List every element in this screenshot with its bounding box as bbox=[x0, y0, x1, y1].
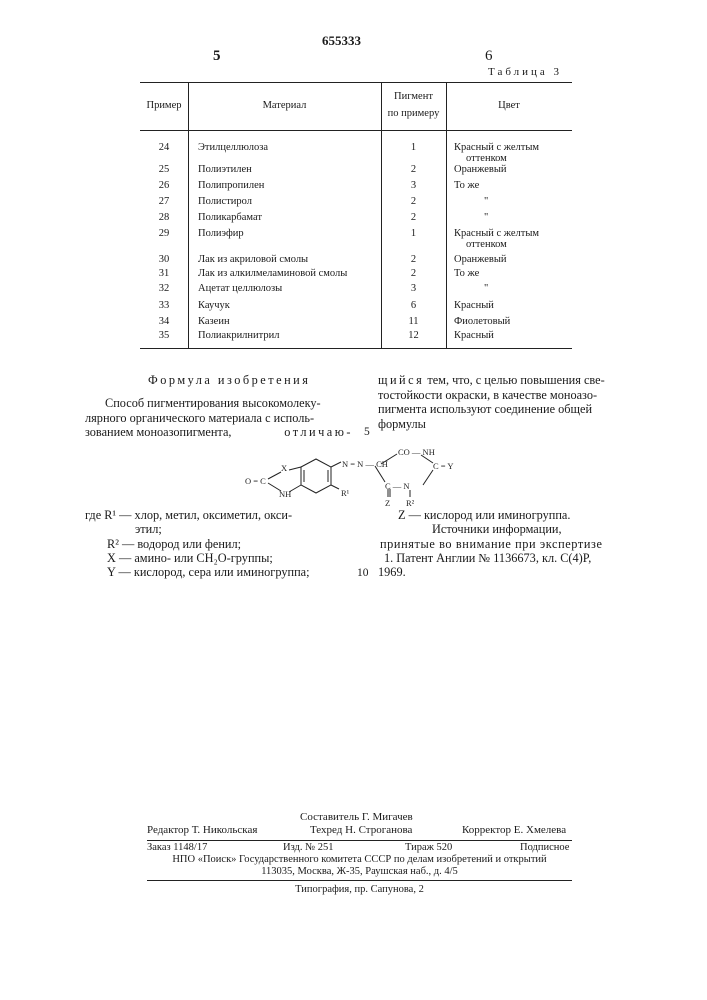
formula-oc: O = C bbox=[245, 476, 266, 486]
example-number: 29 bbox=[140, 228, 188, 239]
claim-spaced: отличаю- bbox=[284, 425, 353, 440]
color-line-2: оттенком bbox=[454, 153, 539, 164]
color bbox=[454, 254, 507, 265]
col-header-material: Материал bbox=[188, 100, 381, 111]
organization: НПО «Поиск» Государственного комитета СССР по делам изобретений и открытий bbox=[147, 854, 572, 865]
claim-line: зованием моноазопигмента, bbox=[85, 425, 231, 440]
col-header-example: Пример bbox=[140, 100, 188, 111]
claim-line: тостойкости окраски, в качестве моноазо- bbox=[378, 388, 622, 403]
patent-page bbox=[0, 0, 707, 1000]
table-row bbox=[140, 330, 572, 344]
example-number: 27 bbox=[140, 196, 188, 207]
definition-x: X — амино- или CH₂O-группы; bbox=[107, 551, 273, 566]
column-number-left: 5 bbox=[213, 48, 221, 65]
formula-cn: C — N bbox=[385, 481, 410, 491]
definition-r1-cont: этил; bbox=[135, 522, 162, 537]
example-number: 26 bbox=[140, 180, 188, 191]
formula-r2: R² bbox=[406, 498, 415, 507]
definition-r2: R² — водород или фенил; bbox=[107, 537, 241, 552]
patent-number: 655333 bbox=[322, 33, 361, 49]
material: Ацетат целлюлозы bbox=[198, 283, 282, 294]
address: 113035, Москва, Ж-35, Раушская наб., д. 4/5 bbox=[147, 866, 572, 877]
claims-heading: Формула изобретения bbox=[148, 373, 310, 388]
pigment-number: 2 bbox=[381, 254, 446, 265]
line-number-10: 10 bbox=[357, 566, 369, 581]
color-line: " bbox=[454, 196, 488, 207]
pigment-number: 2 bbox=[381, 268, 446, 279]
column-number-right: 6 bbox=[485, 48, 493, 65]
color-line: Фиолетовый bbox=[454, 316, 510, 327]
pigment-number: 2 bbox=[381, 164, 446, 175]
claim-line: лярного органического материала с исполь- bbox=[85, 411, 353, 426]
formula-cy: C = Y bbox=[433, 461, 454, 471]
color bbox=[454, 196, 488, 207]
col-header-pigment-line2: по примеру bbox=[388, 108, 440, 119]
formula-z: Z bbox=[385, 498, 390, 507]
claim-line: тем, что, с целью повышения све- bbox=[424, 373, 604, 387]
definition-y: Y — кислород, сера или иминогруппа; bbox=[107, 565, 310, 580]
material: Каучук bbox=[198, 300, 230, 311]
line-number-5: 5 bbox=[364, 425, 370, 440]
example-number: 24 bbox=[140, 142, 188, 153]
material: Полиэтилен bbox=[198, 164, 252, 175]
color-line: Красный bbox=[454, 330, 494, 341]
table-row bbox=[140, 212, 572, 226]
definition-z: Z — кислород или иминогруппа. bbox=[398, 508, 570, 523]
material: Этилцеллюлоза bbox=[198, 142, 268, 153]
example-number: 35 bbox=[140, 330, 188, 341]
material: Полиакрилнитрил bbox=[198, 330, 280, 341]
table-row bbox=[140, 268, 572, 282]
color-line: Красный с желтым bbox=[454, 142, 539, 153]
sources-subtitle: принятые во внимание при экспертизе bbox=[380, 537, 603, 552]
color-line: Красный bbox=[454, 300, 494, 311]
color-line: Оранжевый bbox=[454, 254, 507, 265]
color bbox=[454, 268, 479, 279]
source-1: 1. Патент Англии № 1136673, кл. C(4)P, bbox=[384, 551, 591, 566]
subscription: Подписное bbox=[520, 842, 569, 853]
color bbox=[454, 330, 494, 341]
definition-r1: где R¹ — хлор, метил, оксиметил, окси- bbox=[85, 508, 292, 523]
color-line: Оранжевый bbox=[454, 164, 507, 175]
table-row bbox=[140, 180, 572, 194]
tirazh: Тираж 520 bbox=[405, 842, 452, 853]
example-number: 31 bbox=[140, 268, 188, 279]
formula-r1: R¹ bbox=[341, 488, 350, 498]
color bbox=[454, 228, 539, 250]
material: Лак из акриловой смолы bbox=[198, 254, 308, 265]
pigment-number: 2 bbox=[381, 212, 446, 223]
color-line: То же bbox=[454, 268, 479, 279]
material: Поликарбамат bbox=[198, 212, 262, 223]
pigment-number: 1 bbox=[381, 142, 446, 153]
compiler: Составитель Г. Мигачев bbox=[300, 811, 413, 823]
formula-azo: N = N — CH bbox=[342, 459, 388, 469]
color-line: " bbox=[454, 283, 488, 294]
typography: Типография, пр. Сапунова, 2 bbox=[147, 884, 572, 895]
color-line: " bbox=[454, 212, 488, 223]
pigment-number: 11 bbox=[381, 316, 446, 327]
color bbox=[454, 164, 507, 175]
editor: Редактор Т. Никольская bbox=[147, 824, 257, 836]
pigment-number: 12 bbox=[381, 330, 446, 341]
material: Полиэфир bbox=[198, 228, 244, 239]
claim-line: Способ пигментирования высокомолеку- bbox=[85, 396, 353, 411]
claim-spaced: щийся bbox=[378, 373, 424, 387]
example-number: 30 bbox=[140, 254, 188, 265]
example-number: 33 bbox=[140, 300, 188, 311]
table-row bbox=[140, 142, 572, 156]
claims-right-text bbox=[378, 373, 622, 431]
color bbox=[454, 300, 494, 311]
formula-co-nh: CO — NH bbox=[398, 447, 435, 457]
color bbox=[454, 142, 539, 164]
color bbox=[454, 180, 479, 191]
table-row bbox=[140, 164, 572, 178]
izd: Изд. № 251 bbox=[283, 842, 334, 853]
table-caption: Таблица 3 bbox=[488, 66, 562, 78]
techred: Техред Н. Строганова bbox=[310, 824, 412, 836]
col-header-pigment-line1: Пигмент bbox=[394, 91, 433, 102]
table-row bbox=[140, 196, 572, 210]
pigment-number: 3 bbox=[381, 180, 446, 191]
pigment-number: 1 bbox=[381, 228, 446, 239]
order: Заказ 1148/17 bbox=[147, 842, 207, 853]
material: Полипропилен bbox=[198, 180, 264, 191]
claim-line: пигмента используют соединение общей bbox=[378, 402, 622, 417]
color-line: Красный с желтым bbox=[454, 228, 539, 239]
pigment-number: 6 bbox=[381, 300, 446, 311]
example-number: 25 bbox=[140, 164, 188, 175]
color bbox=[454, 212, 488, 223]
col-header-color: Цвет bbox=[446, 100, 572, 111]
table-row bbox=[140, 316, 572, 330]
table-row bbox=[140, 254, 572, 268]
corrector: Корректор Е. Хмелева bbox=[462, 824, 566, 836]
source-1-year: 1969. bbox=[378, 565, 406, 580]
example-number: 28 bbox=[140, 212, 188, 223]
table-row bbox=[140, 283, 572, 297]
example-number: 32 bbox=[140, 283, 188, 294]
col-header-pigment bbox=[381, 88, 446, 122]
material: Полистирол bbox=[198, 196, 252, 207]
claims-left-text bbox=[85, 396, 353, 440]
color bbox=[454, 316, 510, 327]
material: Лак из алкилмеламиновой смолы bbox=[198, 268, 347, 279]
color bbox=[454, 283, 488, 294]
claim-line: формулы bbox=[378, 417, 622, 432]
example-number: 34 bbox=[140, 316, 188, 327]
formula-x: X bbox=[281, 463, 287, 473]
sources-title: Источники информации, bbox=[432, 522, 562, 537]
formula-nh: NH bbox=[279, 489, 291, 499]
pigment-number: 3 bbox=[381, 283, 446, 294]
color-line: То же bbox=[454, 180, 479, 191]
table-row bbox=[140, 228, 572, 242]
table-row bbox=[140, 300, 572, 314]
pigment-number: 2 bbox=[381, 196, 446, 207]
chemical-structure bbox=[245, 445, 475, 507]
material: Казеин bbox=[198, 316, 230, 327]
color-line-2: оттенком bbox=[454, 239, 539, 250]
